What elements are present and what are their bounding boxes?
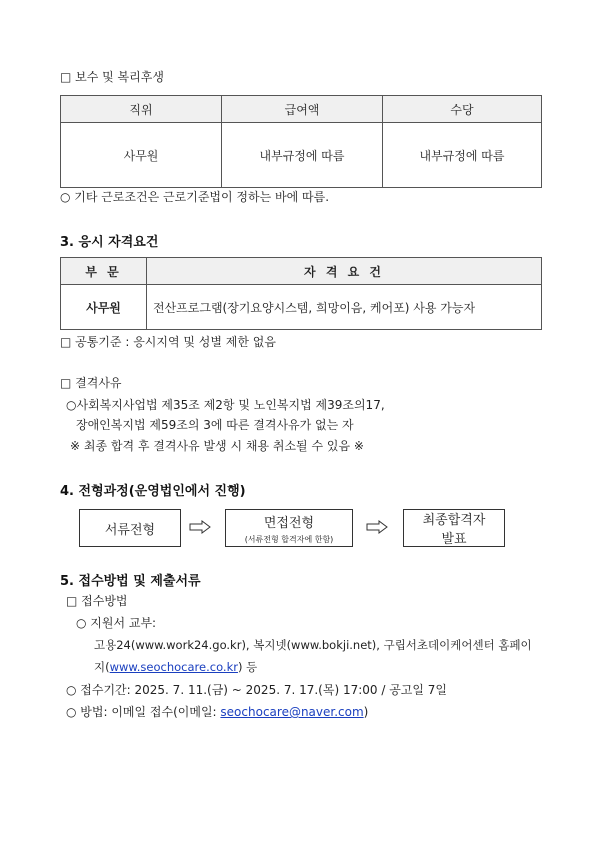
distribution-label: ○ 지원서 교부: [76, 616, 157, 630]
pay-header-position: 직위 [61, 96, 222, 123]
qual-cell-req: 전산프로그램(장기요양시스템, 희망이음, 케어포) 사용 가능자 [147, 285, 542, 330]
distribution-suffix: ) 등 [237, 660, 258, 674]
qual-header-req: 자 격 요 건 [147, 258, 542, 285]
step3-line1: 최종합격자 [422, 513, 486, 528]
pay-note: ○ 기타 근로조건은 근로기준법이 정하는 바에 따름. [60, 190, 330, 204]
method-suffix: ) [363, 705, 369, 719]
step3-line2: 발표 [441, 532, 467, 547]
step2-sub: (서류전형 합격자에 한함) [244, 534, 334, 544]
qualification-table [60, 257, 542, 330]
step-document-screening [79, 509, 181, 547]
homepage-link[interactable]: www.seochocare.co.kr [109, 660, 238, 674]
email-link[interactable]: seochocare@naver.com [220, 705, 364, 719]
disqualification-line1: ○사회복지사업법 제35조 제2항 및 노인복지법 제39조의17, [66, 398, 385, 412]
section5-title: 5. 접수방법 및 제출서류 [60, 574, 201, 589]
application-period: ○ 접수기간: 2025. 7. 11.(금) ~ 2025. 7. 17.(목) 17:00 / 공고일 7일 [66, 683, 448, 697]
pay-cell-allowance: 내부규정에 따름 [383, 123, 542, 188]
step-final-announcement [403, 509, 505, 547]
distribution-line2 [94, 659, 257, 675]
common-criteria: □ 공통기준 : 응시지역 및 성별 제한 없음 [60, 335, 276, 349]
pay-cell-position: 사무원 [61, 123, 222, 188]
qual-header-dept: 부 문 [61, 258, 147, 285]
distribution-prefix: 지( [94, 660, 110, 674]
arrow-right-icon [189, 520, 211, 534]
qual-cell-dept: 사무원 [61, 285, 147, 330]
step-interview [225, 509, 353, 547]
arrow-right-icon [366, 520, 388, 534]
method-heading: □ 접수방법 [66, 594, 128, 608]
disqualification-heading: □ 결격사유 [60, 376, 122, 390]
step2-title: 면접전형 [263, 515, 315, 531]
pay-table [60, 95, 542, 188]
section3-title: 3. 응시 자격요건 [60, 235, 159, 250]
distribution-line1: 고용24(www.work24.go.kr), 복지넷(www.bokji.net), 구립서초데이케어센터 홈페이 [94, 638, 532, 652]
pay-header-allowance: 수당 [383, 96, 542, 123]
section4-title: 4. 전형과정(운영법인에서 진행) [60, 484, 246, 499]
pay-header-salary: 급여액 [222, 96, 383, 123]
application-method [66, 703, 368, 720]
pay-cell-salary: 내부규정에 따름 [222, 123, 383, 188]
disqualification-warning: ※ 최종 합격 후 결격사유 발생 시 채용 취소될 수 있음 ※ [70, 439, 364, 453]
disqualification-line2: 장애인복지법 제59조의 3에 따른 결격사유가 없는 자 [76, 418, 354, 432]
method-prefix: ○ 방법: 이메일 접수(이메일: [66, 705, 221, 719]
step1-label: 서류전형 [104, 522, 156, 538]
pay-heading: □ 보수 및 복리후생 [60, 70, 164, 84]
